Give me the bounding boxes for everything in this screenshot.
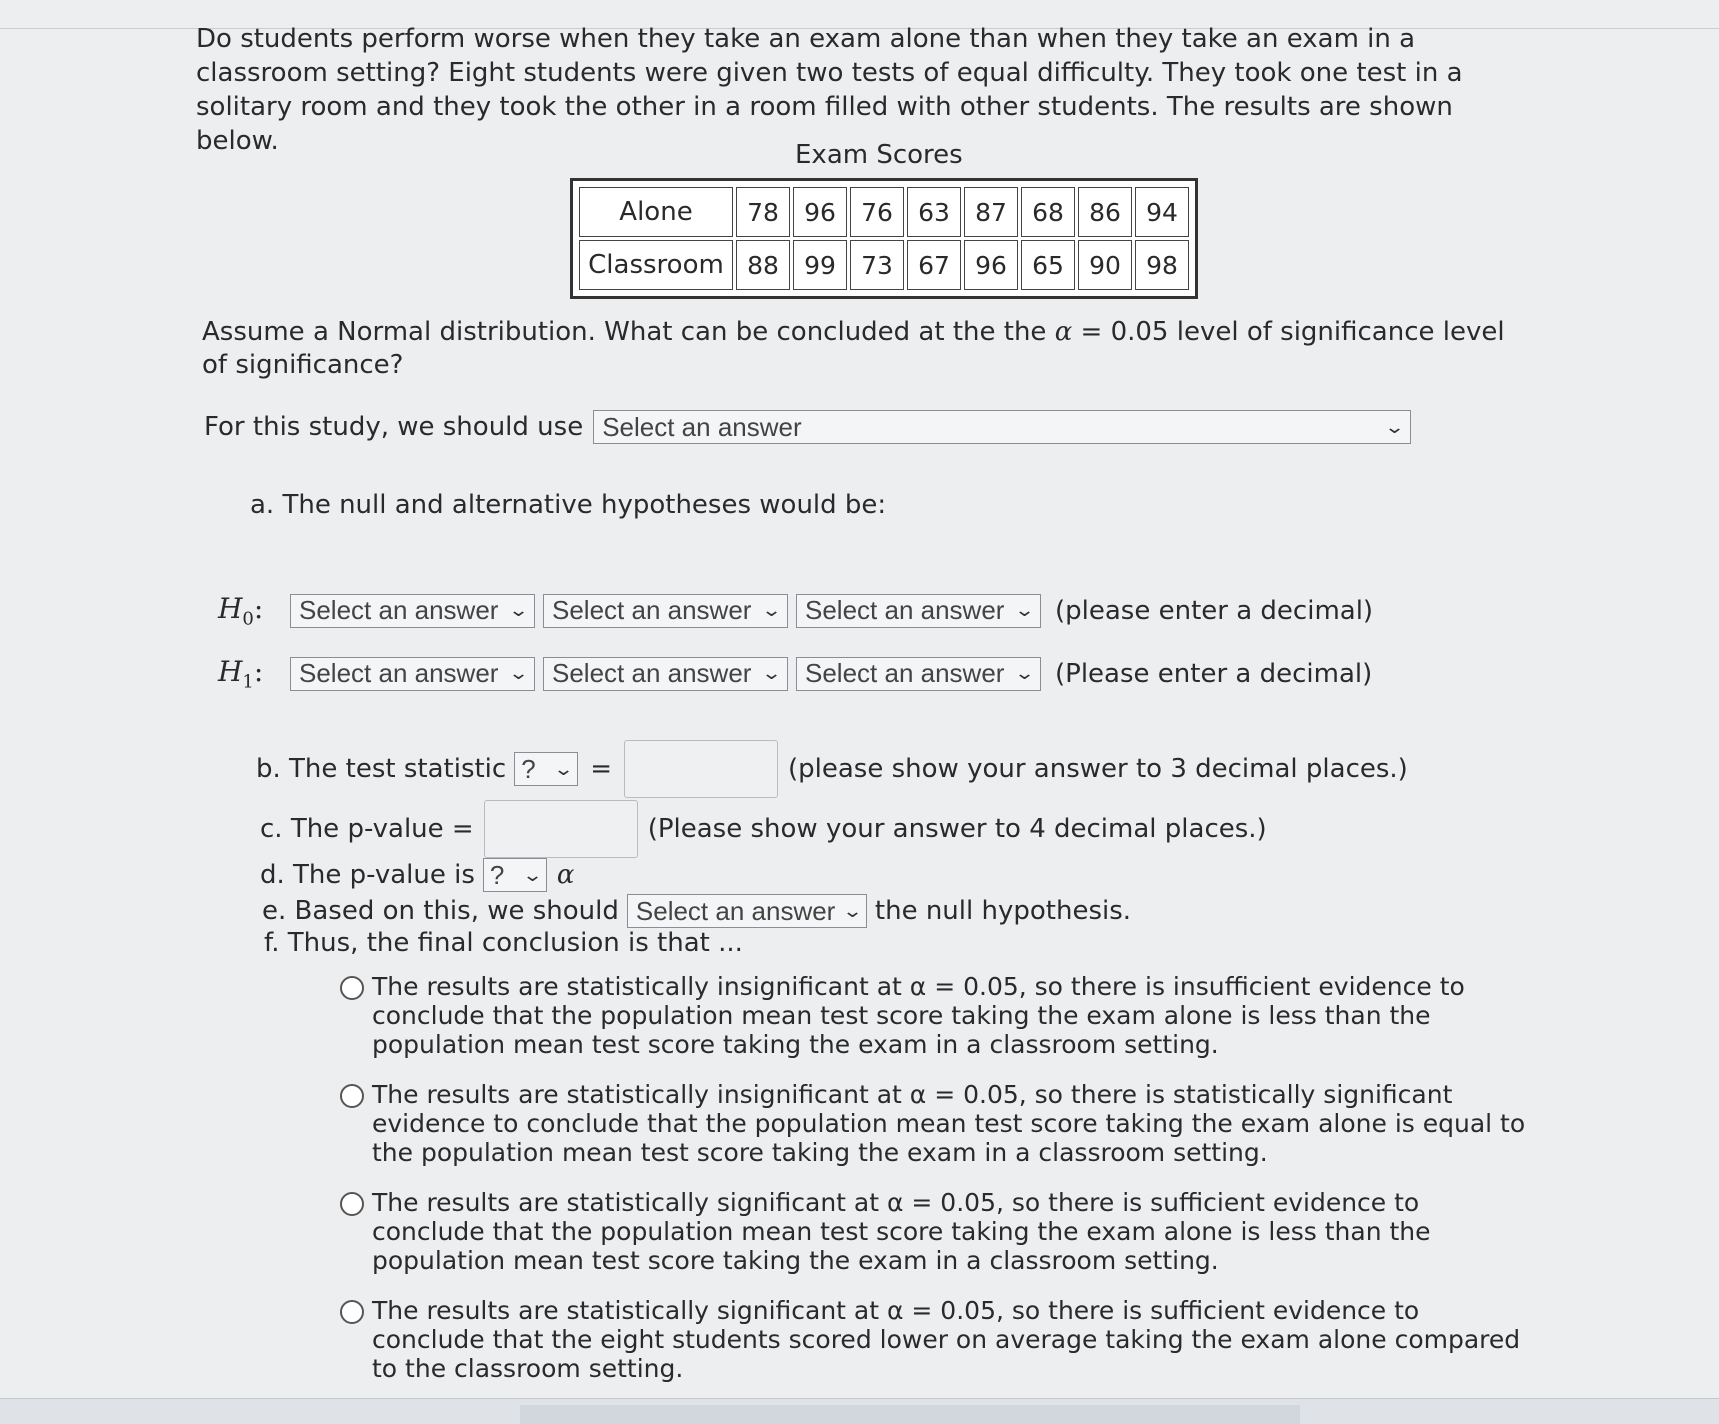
part-b-label: b. The test statistic: [256, 754, 507, 784]
scrollbar-thumb[interactable]: [520, 1405, 1300, 1424]
part-c-note: (Please show your answer to 4 decimal places.): [647, 814, 1267, 844]
h0-parameter-select[interactable]: Select an answer ⌄: [290, 594, 535, 628]
conclusion-option[interactable]: [340, 1188, 1530, 1275]
chevron-down-icon: ⌄: [1013, 600, 1036, 621]
radio-button[interactable]: [340, 1084, 364, 1108]
chevron-down-icon: ⌄: [521, 864, 543, 885]
table-cell: 88: [736, 240, 790, 290]
p-value-input[interactable]: [484, 800, 638, 858]
h0-value-select[interactable]: Select an answer ⌄: [796, 594, 1041, 628]
option-text: The results are statistically insignificant at α = 0.05, so there is insufficient evidence to conclude that the population mean test score taking the exam alone is less than the population mean test score taking the exam in a classroom setting.: [372, 972, 1465, 1059]
study-row: [204, 410, 1411, 444]
table-cell: 99: [793, 240, 847, 290]
chevron-down-icon: ⌄: [760, 600, 783, 621]
part-a-label: a. The null and alternative hypotheses would be:: [250, 490, 887, 520]
alpha-symbol: α: [556, 860, 575, 890]
row-label: Alone: [579, 187, 733, 237]
table-cell: 96: [964, 240, 1018, 290]
h0-note: (please enter a decimal): [1055, 595, 1374, 626]
table-cell: 76: [850, 187, 904, 237]
part-d-row: [260, 858, 574, 892]
chevron-down-icon: ⌄: [507, 600, 530, 621]
part-c-row: [260, 800, 1267, 858]
chevron-down-icon: ⌄: [1384, 416, 1406, 437]
chevron-down-icon: ⌄: [507, 663, 530, 684]
table-cell: 96: [793, 187, 847, 237]
part-b-row: [256, 740, 1408, 798]
table-cell: 63: [907, 187, 961, 237]
option-text: The results are statistically insignificant at α = 0.05, so there is statistically significant evidence to conclude that the population mean test score taking the exam alone is equal to the population mean test score taking the exam in a classroom setting.: [372, 1080, 1526, 1167]
part-c-label: c. The p-value =: [260, 814, 474, 844]
conclusion-option[interactable]: [340, 1296, 1530, 1383]
conclusion-options: [340, 972, 1530, 1404]
table-cell: 90: [1078, 240, 1132, 290]
table-cell: 87: [964, 187, 1018, 237]
table-cell: 98: [1135, 240, 1189, 290]
option-text: The results are statistically significant at α = 0.05, so there is sufficient evidence to conclude that the eight students scored lower on average taking the exam alone compared to the classroom setting.: [372, 1296, 1521, 1383]
row-label: Classroom: [579, 240, 733, 290]
exam-scores-table: [570, 178, 1198, 299]
table-cell: 68: [1021, 187, 1075, 237]
part-d-label: d. The p-value is: [260, 860, 475, 890]
equals-sign: =: [590, 754, 612, 784]
part-e-suffix: the null hypothesis.: [874, 896, 1132, 926]
part-e-label: e. Based on this, we should: [262, 896, 619, 926]
table-row-classroom: [579, 240, 1189, 290]
h1-row: [218, 655, 1372, 693]
h0-symbol: $H_0$:: [218, 592, 264, 630]
conclusion-option[interactable]: [340, 1080, 1530, 1167]
table-cell: 65: [1021, 240, 1075, 290]
h1-operator-select[interactable]: Select an answer ⌄: [543, 657, 788, 691]
chevron-down-icon: ⌄: [842, 900, 864, 921]
h1-value-select[interactable]: Select an answer ⌄: [796, 657, 1041, 691]
study-label: For this study, we should use: [204, 412, 584, 442]
table-cell: 78: [736, 187, 790, 237]
chevron-down-icon: ⌄: [760, 663, 783, 684]
part-e-row: [262, 894, 1131, 928]
option-text: The results are statistically significant at α = 0.05, so there is sufficient evidence to conclude that the population mean test score taking the exam alone is less than the population mean test score taking the exam in a classroom setting.: [372, 1188, 1431, 1275]
assumption-text: Assume a Normal distribution. What can be concluded at the the α = 0.05 level of significance level of significance?: [202, 317, 1505, 380]
p-value-comparison-select[interactable]: ? ⌄: [483, 858, 547, 892]
alpha-symbol: α: [1054, 317, 1073, 347]
conclusion-option[interactable]: [340, 972, 1530, 1059]
test-statistic-input[interactable]: [624, 740, 778, 798]
table-cell: 67: [907, 240, 961, 290]
test-statistic-select[interactable]: ? ⌄: [514, 752, 578, 786]
decision-select[interactable]: Select an answer ⌄: [627, 894, 867, 928]
table-cell: 94: [1135, 187, 1189, 237]
table-title: Exam Scores: [795, 140, 963, 170]
question-intro: Do students perform worse when they take an exam alone than when they take an exam in a classroom setting? Eight students were given two tests of equal difficulty. They took one test in a solitary room and they took the other in a room filled with other students. The results are shown below.: [196, 24, 1463, 156]
chevron-down-icon: ⌄: [1013, 663, 1036, 684]
radio-button[interactable]: [340, 1192, 364, 1216]
table-cell: 86: [1078, 187, 1132, 237]
h0-row: [218, 592, 1373, 630]
test-type-select[interactable]: Select an answer ⌄: [593, 410, 1411, 444]
table-row-alone: [579, 187, 1189, 237]
radio-button[interactable]: [340, 1300, 364, 1324]
bottom-scrollbar[interactable]: [0, 1398, 1719, 1424]
h1-parameter-select[interactable]: Select an answer ⌄: [290, 657, 535, 691]
chevron-down-icon: ⌄: [553, 758, 575, 779]
h0-operator-select[interactable]: Select an answer ⌄: [543, 594, 788, 628]
part-f-label: f. Thus, the final conclusion is that ...: [264, 928, 743, 958]
table-cell: 73: [850, 240, 904, 290]
radio-button[interactable]: [340, 976, 364, 1000]
h1-note: (Please enter a decimal): [1055, 658, 1373, 689]
h1-symbol: $H_1$:: [218, 655, 264, 693]
part-b-note: (please show your answer to 3 decimal places.): [788, 754, 1408, 784]
